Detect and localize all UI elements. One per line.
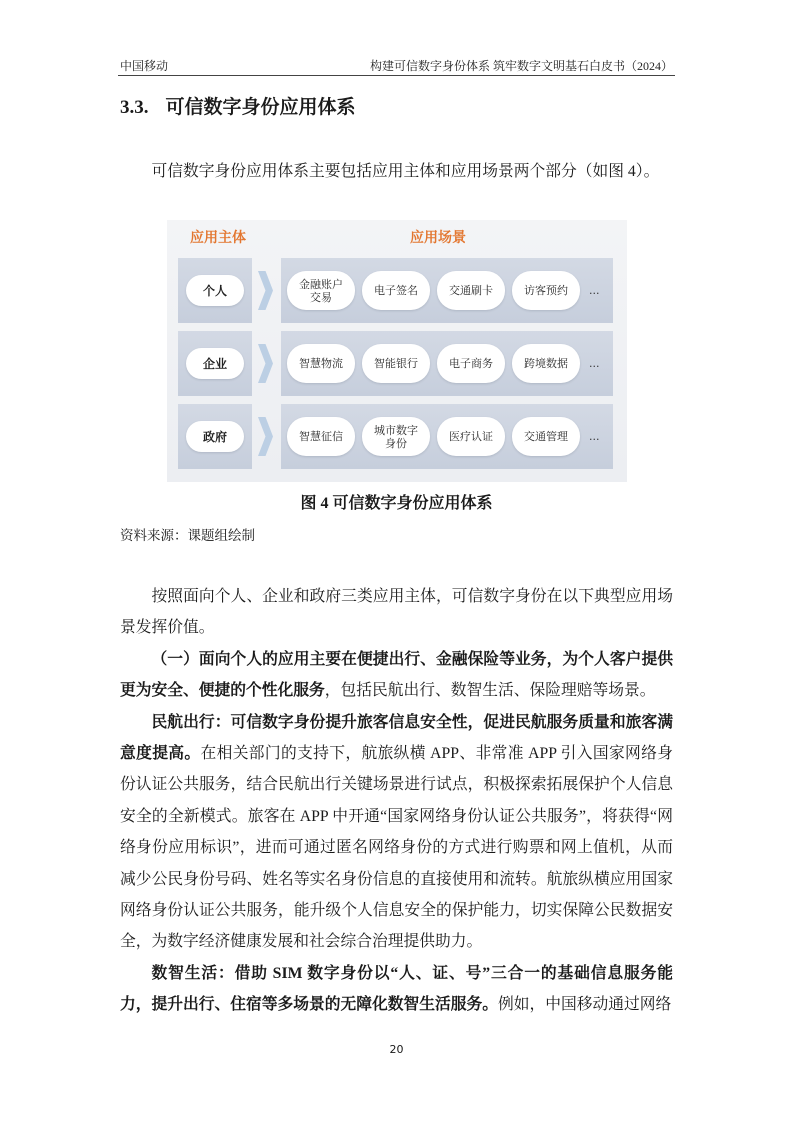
figure-caption: 图 4 可信数字身份应用体系 <box>300 495 493 512</box>
more-ellipsis: ... <box>589 357 600 370</box>
scene-e-commerce: 电子商务 <box>437 344 505 383</box>
scene-box <box>281 404 613 469</box>
more-ellipsis: ... <box>589 430 600 443</box>
chevron-right-icon <box>258 417 273 456</box>
paragraph-scenarios-intro: 按照面向个人、企业和政府三类应用主体，可信数字身份在以下典型应用场景发挥价值。 <box>120 588 673 637</box>
figure-row-enterprise <box>167 331 627 396</box>
scene-e-signature: 电子签名 <box>362 271 430 310</box>
chevron-right-icon <box>258 344 273 383</box>
paragraph-text: ，包括民航出行、数智生活、保险理赔等场景。 <box>324 682 656 700</box>
scene-traffic-management: 交通管理 <box>512 417 580 456</box>
subject-column-header: 应用主体 <box>190 230 246 246</box>
figure-row-government <box>167 404 627 469</box>
body-text <box>120 581 673 1021</box>
scene-visitor-booking: 访客预约 <box>512 271 580 310</box>
scene-medical-authentication: 医疗认证 <box>437 417 505 456</box>
scene-smart-banking: 智能银行 <box>362 344 430 383</box>
scene-smart-credit: 智慧征信 <box>287 417 355 456</box>
chevron-right-icon <box>258 271 273 310</box>
subject-box <box>178 404 252 469</box>
scene-city-digital-identity: 城市数字 身份 <box>362 417 430 456</box>
paragraph-personal-applications <box>120 644 673 707</box>
page-number: 20 <box>389 1043 404 1056</box>
scene-box <box>281 258 613 323</box>
header-document-title: 构建可信数字身份体系 筑牢数字文明基石白皮书（2024） <box>369 59 673 73</box>
more-ellipsis: ... <box>589 284 600 297</box>
figure-source: 资料来源：课题组绘制 <box>120 528 255 543</box>
paragraph-lead-bold: 民航出行：可信数字身份提升旅客信息安全性，促进民航服务质量和旅客满意度提高。 <box>120 713 673 763</box>
paragraph-lead-bold: 数智生活：借助 SIM 数字身份以“人、证、号”三合一的基础信息服务能力，提升出行、住宿等多场景的无障化数智生活服务。 <box>120 964 673 1014</box>
paragraph-lead-bold: （一）面向个人的应用主要在便捷出行、金融保险等业务，为个人客户提供更为安全、便捷的个性化服务 <box>120 650 673 700</box>
header-rule <box>118 75 675 76</box>
header-organization: 中国移动 <box>120 59 169 73</box>
scene-column-header: 应用场景 <box>410 230 466 246</box>
subject-box <box>178 331 252 396</box>
scene-transit-card: 交通刷卡 <box>437 271 505 310</box>
paragraph-smart-life <box>120 958 673 1021</box>
paragraph-civil-aviation <box>120 707 673 958</box>
figure-row-individual <box>167 258 627 323</box>
scene-box <box>281 331 613 396</box>
subject-enterprise: 企业 <box>186 348 244 379</box>
paragraph-text: 在相关部门的支持下，航旅纵横 APP、非常准 APP 引入国家网络身份认证公共服务，结合民航出行关键场景进行试点，积极探索拓展保护个人信息安全的全新模式。旅客在 APP 中开通“国家网络身份认证公共服务”，将获得“网络身份应用标识”，进而可通过匿名网络身份的方式进行购票和网上值机，从而减少公民身份号码、姓名等实名身份信息的直接使用和流转。航旅纵横应用国家网络身份认证公共服务，能升级个人信息安全的保护能力，切实保障公民数据安全，为数字经济健康发展和社会综合治理提供助力。 <box>120 745 674 951</box>
scene-financial-account-transaction: 金融账户 交易 <box>287 271 355 310</box>
intro-paragraph: 可信数字身份应用体系主要包括应用主体和应用场景两个部分（如图 4）。 <box>151 163 660 180</box>
paragraph-text: 例如，中国移动通过网络 <box>498 996 672 1014</box>
application-system-diagram <box>167 220 627 482</box>
subject-box <box>178 258 252 323</box>
section-number: 3.3. <box>120 97 149 118</box>
section-title: 可信数字身份应用体系 <box>165 97 356 118</box>
subject-individual: 个人 <box>186 275 244 306</box>
scene-smart-logistics: 智慧物流 <box>287 344 355 383</box>
section-heading <box>120 96 356 120</box>
scene-cross-border-data: 跨境数据 <box>512 344 580 383</box>
subject-government: 政府 <box>186 421 244 452</box>
